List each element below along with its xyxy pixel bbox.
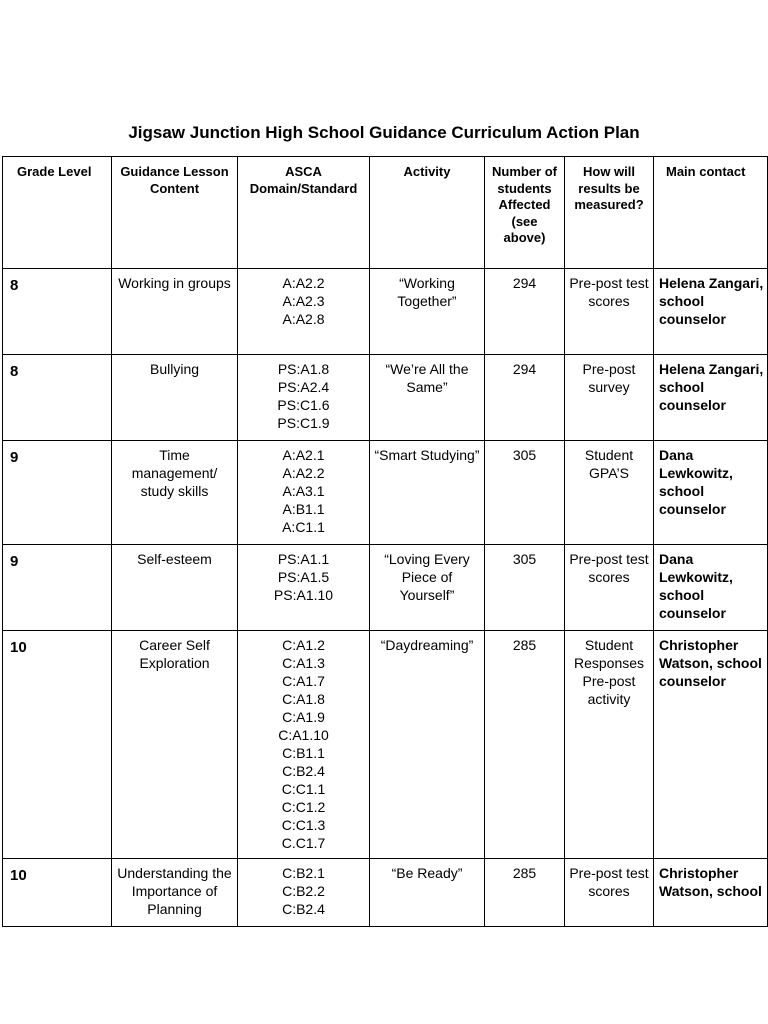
grade-level-cell: 10	[3, 859, 112, 927]
measurement-cell: Student Responses Pre-post activity	[565, 631, 654, 859]
asca-standards-cell	[238, 859, 370, 927]
activity-cell: “We’re All the Same”	[370, 355, 485, 441]
students-affected-cell: 305	[485, 441, 565, 545]
table-row	[3, 355, 768, 441]
grade-level-cell: 8	[3, 269, 112, 355]
asca-standard: C:A1.9	[282, 709, 325, 725]
asca-standard: PS:A2.4	[277, 379, 330, 395]
asca-standards-cell	[238, 631, 370, 859]
asca-standard: C:A1.2	[282, 637, 325, 653]
activity-cell: “Be Ready”	[370, 859, 485, 927]
table-row	[3, 545, 768, 631]
header-main-contact: Main contact	[654, 157, 768, 269]
asca-standard: A:A2.2	[282, 465, 325, 481]
header-grade-level: Grade Level	[3, 157, 112, 269]
main-contact-cell: Helena Zangari, school counselor	[654, 355, 768, 441]
asca-standard: C:C1.2	[281, 799, 326, 815]
asca-standard: PS:A1.10	[273, 587, 334, 603]
lesson-content-cell: Career Self Exploration	[112, 631, 238, 859]
lesson-content-cell: Working in groups	[112, 269, 238, 355]
main-contact-cell: Christopher Watson, school counselor	[654, 631, 768, 859]
asca-standard: C:B2.4	[282, 763, 325, 779]
students-affected-cell: 294	[485, 355, 565, 441]
students-affected-cell: 285	[485, 859, 565, 927]
measurement-cell: Pre-post test scores	[565, 859, 654, 927]
activity-cell: “Daydreaming”	[370, 631, 485, 859]
measurement-cell: Pre-post test scores	[565, 269, 654, 355]
header-asca-standard: ASCA Domain/Standard	[238, 157, 370, 269]
asca-standards-cell	[238, 545, 370, 631]
table-row	[3, 631, 768, 859]
table-row	[3, 269, 768, 355]
asca-standards-cell	[238, 269, 370, 355]
asca-standard: PS:C1.9	[277, 415, 330, 431]
students-affected-cell: 294	[485, 269, 565, 355]
asca-standards-cell	[238, 441, 370, 545]
header-activity: Activity	[370, 157, 485, 269]
asca-standards-cell	[238, 355, 370, 441]
asca-standard: A:A2.8	[282, 311, 325, 327]
table-row	[3, 859, 768, 927]
asca-standard: A:B1.1	[282, 501, 325, 517]
grade-level-cell: 9	[3, 545, 112, 631]
action-plan-table	[2, 156, 768, 927]
asca-standard: C:A1.7	[282, 673, 325, 689]
asca-standard: A:A2.2	[282, 275, 325, 291]
header-measurement: How will results be measured?	[565, 157, 654, 269]
main-contact-cell: Dana Lewkowitz, school counselor	[654, 441, 768, 545]
asca-standard: PS:A1.5	[277, 569, 330, 585]
asca-standard: C:A1.10	[278, 727, 329, 743]
measurement-cell: Pre-post survey	[565, 355, 654, 441]
grade-level-cell: 10	[3, 631, 112, 859]
activity-cell: “Loving Every Piece of Yourself”	[370, 545, 485, 631]
students-affected-cell: 305	[485, 545, 565, 631]
document-title: Jigsaw Junction High School Guidance Curriculum Action Plan	[128, 123, 640, 142]
asca-standard: A:A2.1	[282, 447, 325, 463]
main-contact-cell: Helena Zangari, school counselor	[654, 269, 768, 355]
activity-cell: “Working Together”	[370, 269, 485, 355]
asca-standard: C:B2.2	[282, 883, 325, 899]
lesson-content-cell: Self-esteem	[112, 545, 238, 631]
asca-standard: A:A3.1	[282, 483, 325, 499]
grade-level-cell: 9	[3, 441, 112, 545]
measurement-cell: Pre-post test scores	[565, 545, 654, 631]
asca-standard: PS:A1.8	[277, 361, 330, 377]
lesson-content-cell: Bullying	[112, 355, 238, 441]
asca-standard: C:C1.1	[281, 781, 326, 797]
asca-standard: C:B2.1	[282, 865, 325, 881]
grade-level-cell: 8	[3, 355, 112, 441]
activity-cell: “Smart Studying”	[370, 441, 485, 545]
header-lesson-content: Guidance Lesson Content	[112, 157, 238, 269]
students-affected-cell: 285	[485, 631, 565, 859]
asca-standard: PS:A1.1	[277, 551, 330, 567]
table-body	[3, 269, 768, 927]
asca-standard: A:A2.3	[282, 293, 325, 309]
asca-standard: PS:C1.6	[277, 397, 330, 413]
main-contact-cell: Dana Lewkowitz, school counselor	[654, 545, 768, 631]
asca-standard: C:A1.8	[282, 691, 325, 707]
asca-standard: C.C1.7	[281, 835, 326, 851]
main-contact-cell: Christopher Watson, school	[654, 859, 768, 927]
asca-standard: C:B1.1	[282, 745, 325, 761]
table-header-row	[3, 157, 768, 269]
measurement-cell: Student GPA’S	[565, 441, 654, 545]
header-students-affected: Number of students Affected (see above)	[485, 157, 565, 269]
lesson-content-cell: Understanding the Importance of Planning	[112, 859, 238, 927]
table-row	[3, 441, 768, 545]
asca-standard: C:A1.3	[282, 655, 325, 671]
asca-standard: C:B2.4	[282, 901, 325, 917]
lesson-content-cell: Time management/ study skills	[112, 441, 238, 545]
asca-standard: C:C1.3	[281, 817, 326, 833]
asca-standard: A:C1.1	[282, 519, 325, 535]
